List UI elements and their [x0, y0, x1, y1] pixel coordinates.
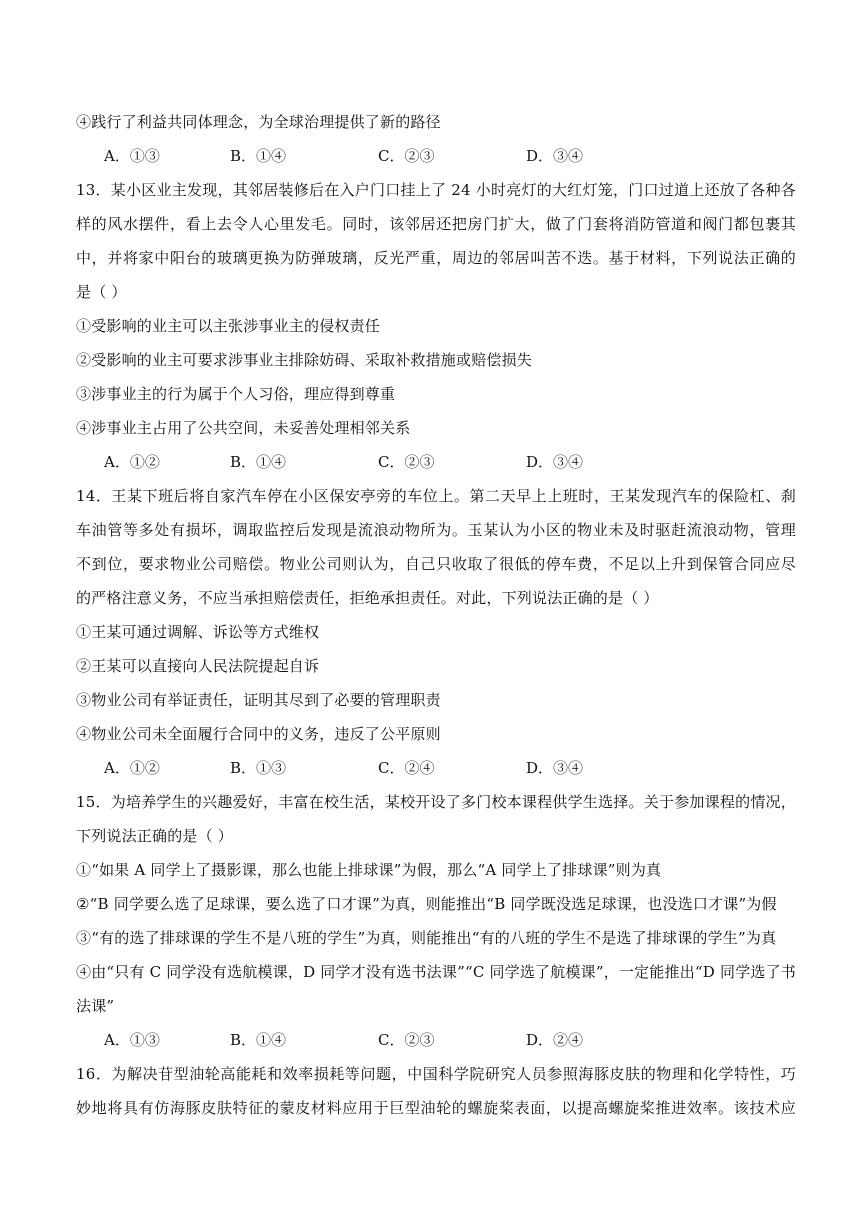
q13-stem-line-1: 13．某小区业主发现，其邻居装修后在入户门口挂上了 24 小时亮灯的大红灯笼，门口过道上还放了各种各 — [76, 181, 796, 199]
q14-statement-1: ①王某可通过调解、诉讼等方式维权 — [76, 623, 320, 641]
q15-statement-2: ②“B 同学要么选了足球课，要么选了口才课”为真，则能推出“B 同学既没选足球课，也没选口才课”为假 — [76, 895, 777, 913]
q14-stem-line-3: 不到位，要求物业公司赔偿。物业公司则认为，自己只收取了很低的停车费，不足以上升到保管合同应尽 — [76, 555, 796, 573]
q15-option-a[interactable]: A．①③ — [104, 1031, 160, 1049]
q16-stem-line-1: 16．为解决苷型油轮高能耗和效率损耗等问题，中国科学院研究人员参照海豚皮肤的物理和化学特性，巧 — [76, 1065, 796, 1083]
q16-stem-line-2: 妙地将具有仿海豚皮肤特征的蒙皮材料应用于巨型油轮的螺旋桨表面，以提高螺旋桨推进效率。该技术应 — [76, 1099, 796, 1117]
q14-stem-line-1: 14．王某下班后将自家汽车停在小区保安亭旁的车位上。第二天早上上班时，王某发现汽车的保险杠、刹 — [76, 487, 796, 505]
q13-statement-3: ③涉事业主的行为属于个人习俗，理应得到尊重 — [76, 385, 396, 403]
q14-option-a[interactable]: A．①② — [104, 759, 160, 777]
q15-stem-line-2: 下列说法正确的是（ ） — [76, 827, 233, 845]
q15-statement-3: ③“有的选了排球课的学生不是八班的学生”为真，则能推出“有的八班的学生不是选了排球课的学生”为真 — [76, 929, 777, 947]
q13-stem-line-3: 中，并将家中阳台的玻璃更换为防弹玻璃，反光严重，周边的邻居叫苦不迭。基于材料，下列说法正确的 — [76, 249, 796, 267]
q13-option-d[interactable]: D．③④ — [526, 453, 584, 471]
q13-option-a[interactable]: A．①② — [104, 453, 160, 471]
q15-statement-4-cont: 法课” — [76, 997, 115, 1015]
q14-statement-3: ③物业公司有举证责任，证明其尽到了必要的管理职责 — [76, 691, 441, 709]
q14-option-d[interactable]: D．③④ — [526, 759, 584, 777]
q15-option-c[interactable]: C．②③ — [378, 1031, 435, 1049]
q13-option-b[interactable]: B．①④ — [230, 453, 287, 471]
q14-statement-4: ④物业公司未全面履行合同中的义务，违反了公平原则 — [76, 725, 441, 743]
q14-stem-line-4: 的严格注意义务，不应当承担赔偿责任，拒绝承担责任。对此，下列说法正确的是（ ） — [76, 589, 659, 607]
q15-statement-1: ①“如果 A 同学上了摄影课，那么也能上排球课”为假，那么“A 同学上了排球课”则为真 — [76, 861, 662, 879]
q14-statement-2: ②王某可以直接向人民法院提起自诉 — [76, 657, 320, 675]
q15-option-b[interactable]: B．①④ — [230, 1031, 287, 1049]
q12-option-d[interactable]: D．③④ — [526, 147, 584, 165]
q13-stem-line-2: 样的风水摆件，看上去令人心里发毛。同时，该邻居还把房门扩大，做了门套将消防管道和阀门都包裹其 — [76, 215, 796, 233]
q12-option-a[interactable]: A．①③ — [104, 147, 160, 165]
q13-statement-1: ①受影响的业主可以主张涉事业主的侵权责任 — [76, 317, 381, 335]
q12-statement-4: ④践行了利益共同体理念，为全球治理提供了新的路径 — [76, 113, 441, 131]
q13-statement-2: ②受影响的业主可要求涉事业主排除妨碍、采取补救措施或赔偿损失 — [76, 351, 533, 369]
q14-stem-line-2: 车油管等多处有损坏，调取监控后发现是流浪动物所为。玉某认为小区的物业未及时驱赶流浪动物，管理 — [76, 521, 796, 539]
q13-statement-4: ④涉事业主占用了公共空间，未妥善处理相邻关系 — [76, 419, 411, 437]
q15-option-d[interactable]: D．②④ — [526, 1031, 584, 1049]
q12-option-b[interactable]: B．①④ — [230, 147, 287, 165]
q12-option-c[interactable]: C．②③ — [378, 147, 435, 165]
q15-statement-4: ④由“只有 C 同学没有选航模课，D 同学才没有选书法课”“C 同学选了航模课”，一定能推出“D 同学选了书 — [76, 963, 796, 981]
q14-option-c[interactable]: C．②④ — [378, 759, 435, 777]
q13-option-c[interactable]: C．②③ — [378, 453, 435, 471]
q14-option-b[interactable]: B．①③ — [230, 759, 287, 777]
q13-stem-line-4: 是（ ） — [76, 283, 127, 301]
q15-stem-line-1: 15．为培养学生的兴趣爱好，丰富在校生活，某校开设了多门校本课程供学生选择。关于参加课程的情况， — [76, 793, 796, 811]
